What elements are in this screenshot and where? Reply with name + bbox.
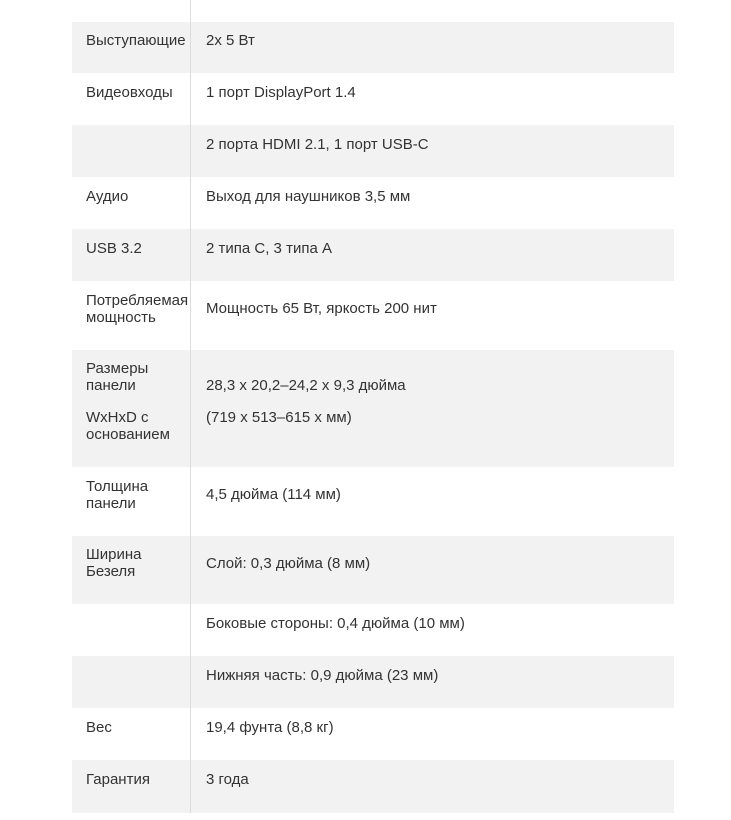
row-label: Толщина панели bbox=[86, 478, 149, 512]
table-row bbox=[72, 350, 674, 467]
row-label: Гарантия bbox=[86, 771, 150, 788]
row-value: 2 порта HDMI 2.1, 1 порт USB-C bbox=[206, 136, 429, 153]
row-label: Ширина Безеля bbox=[86, 546, 142, 580]
row-value: 3 года bbox=[206, 771, 249, 788]
row-value: Нижняя часть: 0,9 дюйма (23 мм) bbox=[206, 667, 439, 684]
table-row bbox=[72, 22, 674, 73]
row-value: 19,4 фунта (8,8 кг) bbox=[206, 719, 334, 736]
row-label: Видеовходы bbox=[86, 84, 173, 101]
table-row bbox=[72, 125, 674, 177]
table-row bbox=[72, 536, 674, 604]
row-value: 1 порт DisplayPort 1.4 bbox=[206, 84, 356, 101]
row-value: 28,3 x 20,2–24,2 x 9,3 дюйма bbox=[206, 377, 406, 394]
table-row bbox=[72, 467, 674, 536]
row-value: 4,5 дюйма (114 мм) bbox=[206, 486, 341, 503]
table-row bbox=[72, 604, 674, 656]
table-row bbox=[72, 708, 674, 760]
table-row bbox=[72, 177, 674, 229]
row-label: USB 3.2 bbox=[86, 240, 142, 257]
row-label: Выступающие bbox=[86, 32, 186, 49]
column-divider bbox=[190, 0, 191, 813]
row-value-secondary: (719 x 513–615 x мм) bbox=[206, 409, 352, 426]
table-row bbox=[72, 229, 674, 281]
row-value: Мощность 65 Вт, яркость 200 нит bbox=[206, 300, 437, 317]
row-value: Боковые стороны: 0,4 дюйма (10 мм) bbox=[206, 615, 465, 632]
table-row bbox=[72, 73, 674, 125]
row-label: Потребляемая мощность bbox=[86, 292, 189, 326]
row-label-secondary: WxHxD с основанием bbox=[86, 409, 170, 443]
row-label: Размеры панели bbox=[86, 360, 149, 394]
row-label: Вес bbox=[86, 719, 112, 736]
row-label: Аудио bbox=[86, 188, 129, 205]
table-row bbox=[72, 656, 674, 708]
row-value: Выход для наушников 3,5 мм bbox=[206, 188, 411, 205]
row-value: Слой: 0,3 дюйма (8 мм) bbox=[206, 555, 371, 572]
row-value: 2x 5 Вт bbox=[206, 32, 255, 49]
table-row bbox=[72, 281, 674, 350]
row-value: 2 типа C, 3 типа A bbox=[206, 240, 332, 257]
table-row bbox=[72, 760, 674, 813]
